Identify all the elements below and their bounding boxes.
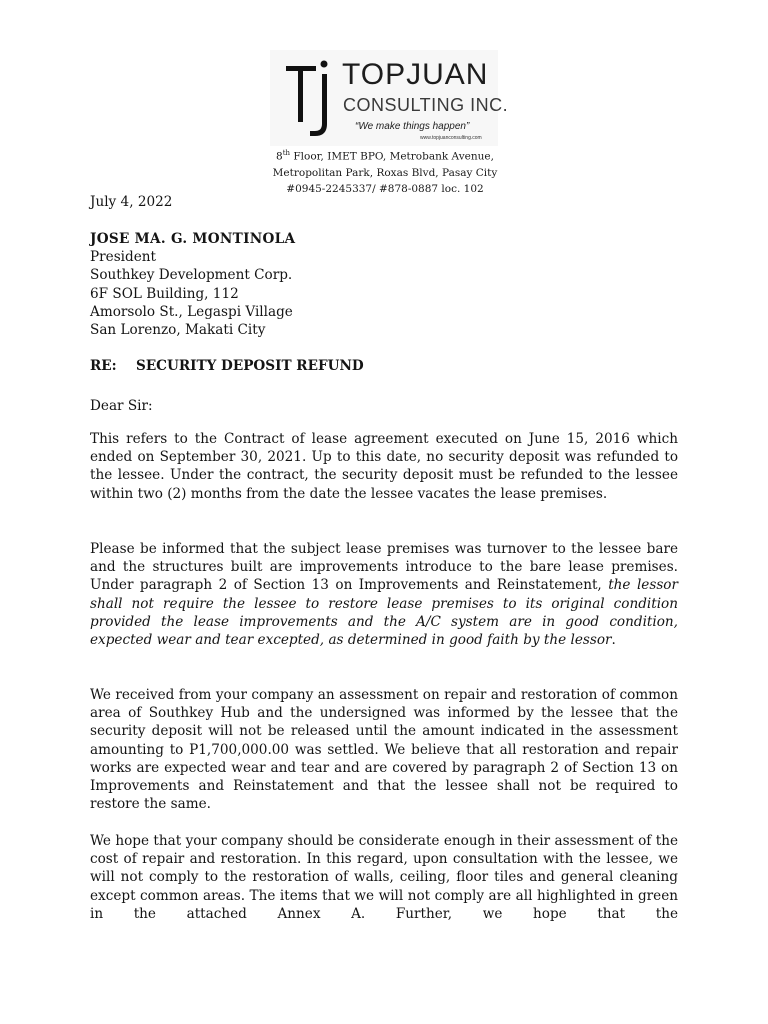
paragraph-2-end: . — [611, 632, 616, 649]
paragraph-1: This refers to the Contract of lease agreement executed on June 15, 2016 which ended on September 30, 2021. Up to this date, no security deposit was refunded to the lessee. Under the contract, the security deposit must be refunded to the lessee within two (2) months from the date the lessee vacates the lease premises. — [90, 431, 678, 502]
recipient-address-1: 6F SOL Building, 112 — [90, 285, 239, 302]
recipient-address-3: San Lorenzo, Makati City — [90, 322, 266, 339]
company-logo — [270, 50, 509, 146]
paragraph-4: We hope that your company should be considerate enough in their assessment of the cost of repair and restoration. In this regard, upon consultation with the lessee, we will not comply to the restoration of walls, ceiling, floor tiles and general cleaning except common areas. The items that we will not comply are all highlighted in green in the attached Annex A. Further, we hope that the — [90, 833, 678, 922]
paragraph-2 — [90, 540, 678, 649]
paragraph-2-quoted-clause: the lessor shall not require the lessee to restore lease premises to its original condition provided the lease improvements and the A/C system are in good condition, expected wear and tear excepted, as determined in good faith by the lessor — [90, 577, 678, 649]
subject-line — [90, 357, 678, 375]
recipient-address-2: Amorsolo St., Legaspi Village — [90, 303, 293, 320]
recipient-company: Southkey Development Corp. — [90, 267, 293, 284]
website-text: www.topjuanconsulting.com — [420, 135, 482, 141]
recipient-title: President — [90, 249, 156, 266]
tj-monogram-icon — [282, 58, 342, 138]
address-line-3: #0945-2245337/ #878-0887 loc. 102 — [286, 182, 484, 195]
letter-date: July 4, 2022 — [90, 194, 173, 210]
brand-subtitle: CONSULTING INC. — [343, 95, 509, 115]
brand-name: TOPJUAN — [342, 58, 489, 91]
recipient-block — [90, 230, 678, 339]
letterhead-address — [240, 145, 530, 197]
subject-text: SECURITY DEPOSIT REFUND — [136, 358, 364, 374]
subject-label: RE: — [90, 358, 117, 374]
address-line-2: Metropolitan Park, Roxas Blvd, Pasay City — [272, 166, 498, 179]
salutation: Dear Sir: — [90, 398, 153, 414]
paragraph-3: We received from your company an assessment on repair and restoration of common area of Southkey Hub and the undersigned was informed by the lessee that the security deposit will not be released until the amount indicated in the assessment amounting to P1,700,000.00 was settled. We believe that all restoration and repair works are expected wear and tear and are covered by paragraph 2 of Section 13 on Improvements and Reinstatement and that the lessee shall not be required to restore the same. — [90, 687, 678, 813]
paragraph-2-text: Please be informed that the subject lease premises was turnover to the lessee bare and the structures built are improvements introduce to the bare lease premises. Under paragraph 2 of Section 13 on Improvements and Reinstatement, — [90, 541, 678, 594]
address-line-1: 8th Floor, IMET BPO, Metrobank Avenue, — [276, 149, 494, 163]
recipient-name: JOSE MA. G. MONTINOLA — [90, 231, 296, 247]
tagline: “We make things happen” — [355, 121, 470, 132]
